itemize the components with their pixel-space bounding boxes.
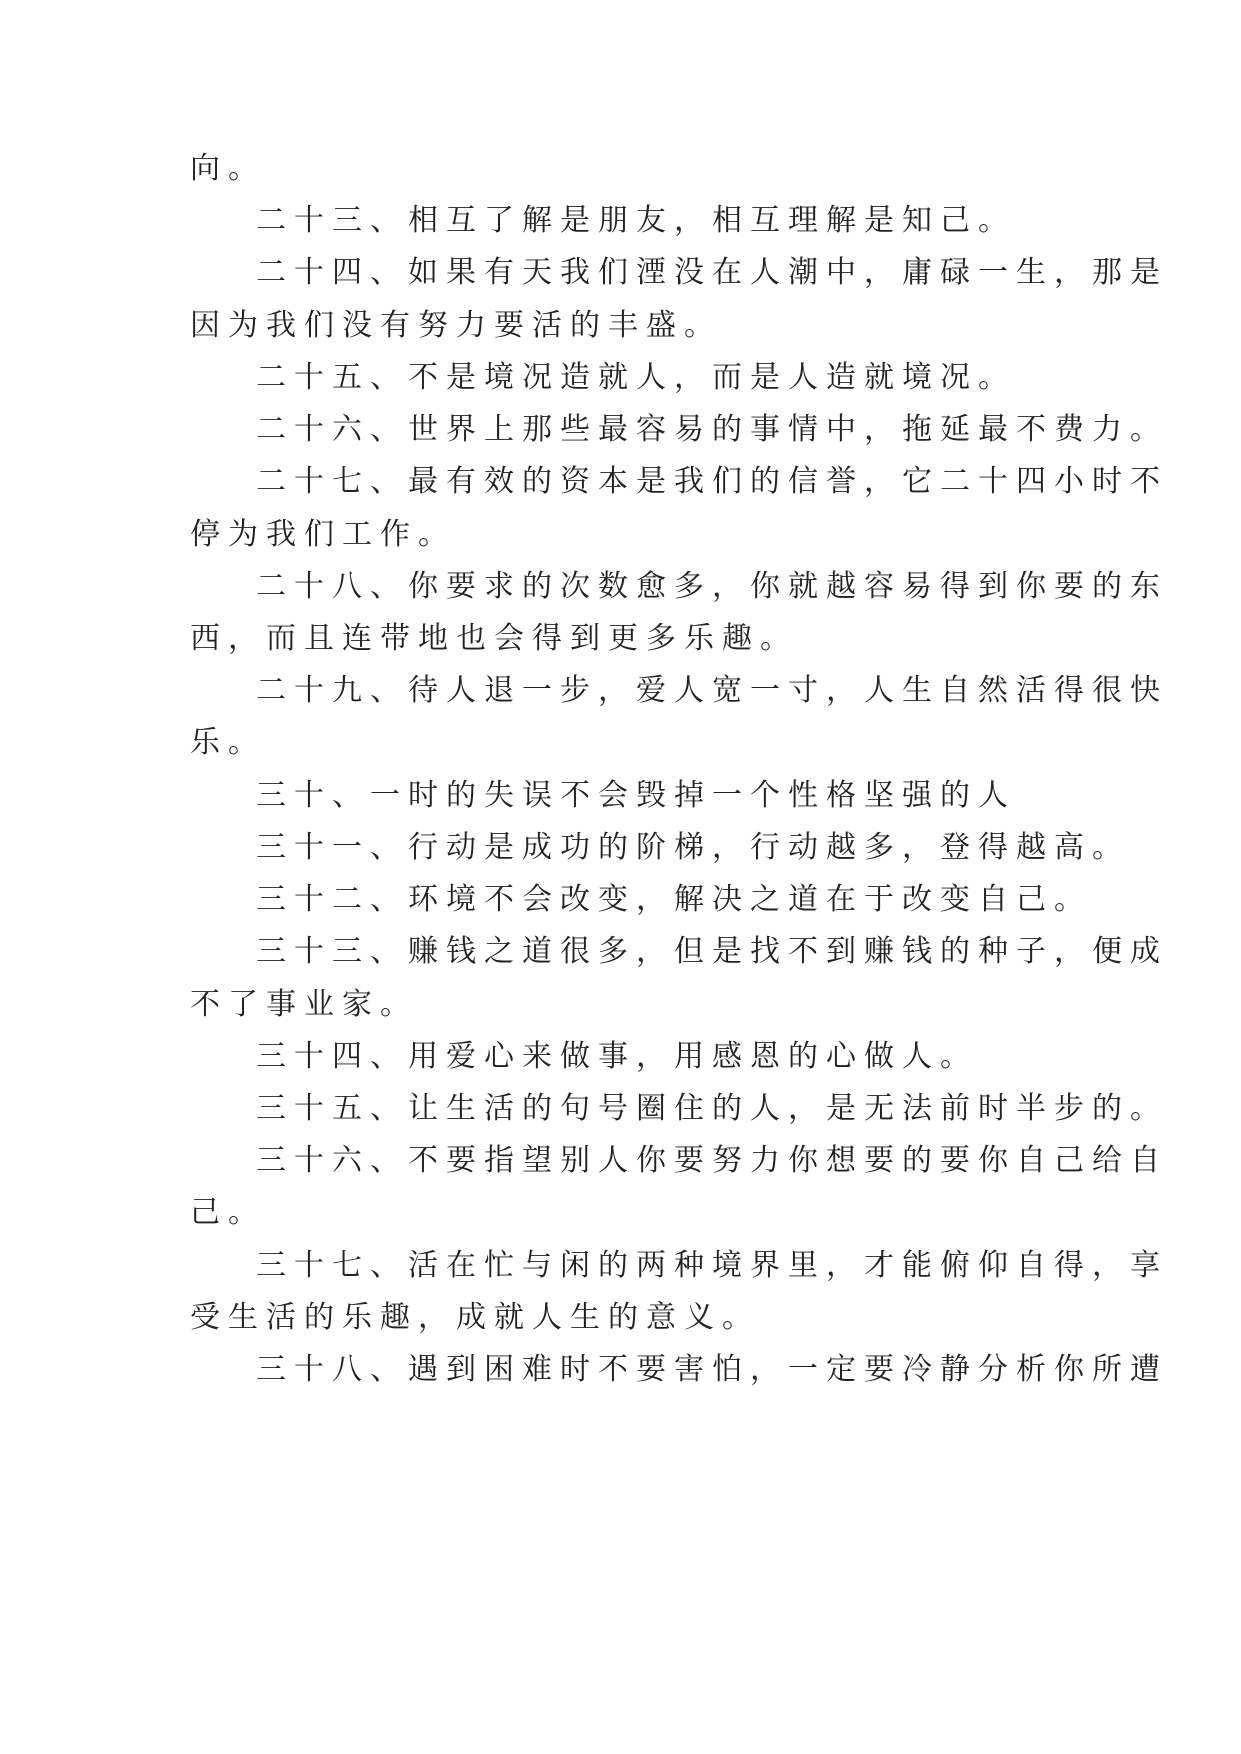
- text-line: 二十六、世界上那些最容易的事情中，拖延最不费力。: [256, 412, 1168, 447]
- text-line: 二十八、你要求的次数愈多，你就越容易得到你要的东: [256, 569, 1168, 604]
- text-line: 三十三、赚钱之道很多，但是找不到赚钱的种子，便成: [256, 934, 1168, 969]
- text-line: 西，而且连带地也会得到更多乐趣。: [190, 621, 798, 656]
- text-line: 三十一、行动是成功的阶梯，行动越多，登得越高。: [256, 830, 1130, 865]
- text-line: 三十六、不要指望别人你要努力你想要的要你自己给自: [256, 1143, 1168, 1178]
- text-line: 三十七、活在忙与闲的两种境界里，才能俯仰自得，享: [256, 1248, 1168, 1283]
- text-line: 向。: [190, 151, 266, 186]
- text-line: 不了事业家。: [190, 987, 418, 1022]
- text-line: 乐。: [190, 725, 266, 760]
- text-line: 停为我们工作。: [190, 517, 456, 552]
- text-line: 三十四、用爱心来做事，用感恩的心做人。: [256, 1039, 978, 1074]
- text-line: 三十二、环境不会改变，解决之道在于改变自己。: [256, 882, 1092, 917]
- text-line: 三十八、遇到困难时不要害怕，一定要冷静分析你所遭: [256, 1352, 1168, 1387]
- text-line: 二十四、如果有天我们湮没在人潮中，庸碌一生，那是: [256, 255, 1168, 290]
- text-line: 二十三、相互了解是朋友，相互理解是知己。: [256, 203, 1016, 238]
- text-line: 三十、一时的失误不会毁掉一个性格坚强的人: [256, 778, 1016, 813]
- text-line: 二十九、待人退一步，爱人宽一寸，人生自然活得很快: [256, 673, 1168, 708]
- text-line: 二十七、最有效的资本是我们的信誉，它二十四小时不: [256, 464, 1168, 499]
- text-line: 三十五、让生活的句号圈住的人，是无法前时半步的。: [256, 1091, 1168, 1126]
- text-line: 受生活的乐趣，成就人生的意义。: [190, 1300, 760, 1335]
- text-line: 二十五、不是境况造就人，而是人造就境况。: [256, 360, 1016, 395]
- text-line: 己。: [190, 1195, 266, 1230]
- text-line: 因为我们没有努力要活的丰盛。: [190, 308, 722, 343]
